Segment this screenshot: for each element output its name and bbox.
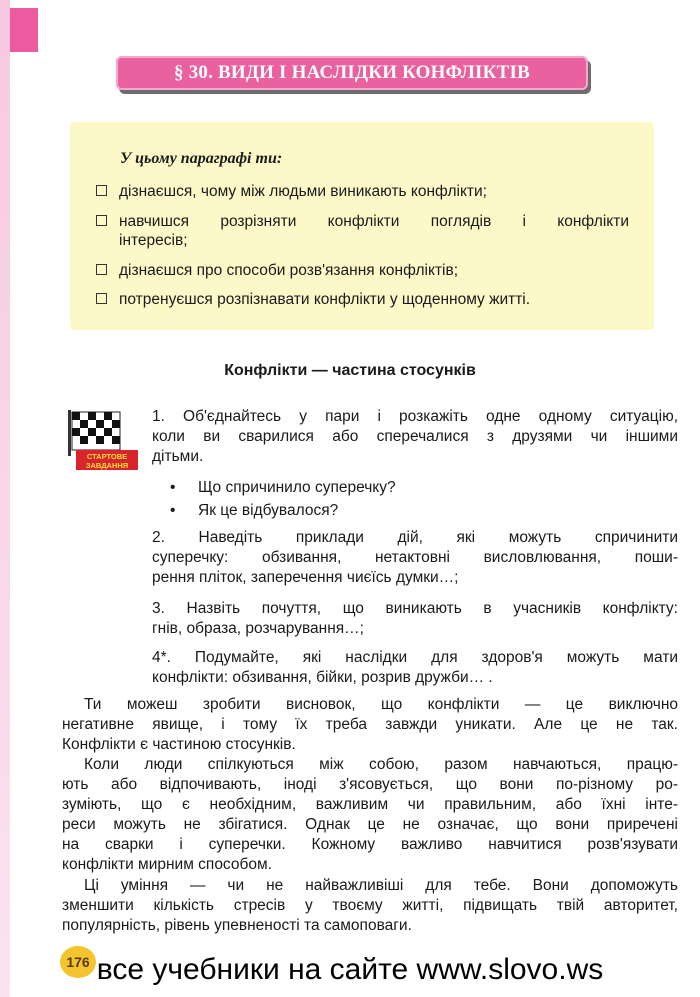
checkbox-square-icon bbox=[96, 215, 107, 226]
task-2: 2. Наведіть приклади дій, які можуть спричинити суперечку: обзивання, нетактовні висловлювання, поши- рення пліток, заперечення чиєїсь думки…; bbox=[152, 529, 678, 586]
footer-watermark-text: все учебники на сайте www.slovo.ws bbox=[96, 953, 604, 986]
body-paragraph-2: Коли люди спілкуються між собою, разом навчаються, працю- ють або відпочивають, іноді з'ясовується, що вони по-різному ро- зуміють, що є необхідним, важливим чи правильним, або їхні інте- реси можуть не збігатися. Однак це не означає, що вони приречені на сварки і суперечки. Кожному важливо навчитися розв'язувати конфлікти мирним способом. bbox=[62, 756, 678, 873]
chapter-tab bbox=[10, 8, 38, 52]
page-edge-stripe bbox=[0, 0, 10, 997]
goal-text: інтересів; bbox=[119, 232, 188, 249]
task-1: 1. Об'єднайтесь у пари і розкажіть одне одному ситуацію, коли ви сварилися або сперечалися з друзями чи іншими дітьми. bbox=[152, 408, 678, 465]
body-paragraph-1: Ти можеш зробити висновок, що конфлікти — це виключно негативне явище, і тому їх треба завжди уникати. Але це не так. Конфлікти є частиною стосунків. bbox=[62, 696, 678, 753]
checkbox-square-icon bbox=[96, 293, 107, 304]
body-paragraph-3: Ці уміння — чи не найважливіші для тебе. Вони допоможуть зменшити кількість стресів у твоєму житті, підвищать твій авторитет, популярність, рівень упевненості та самоповаги. bbox=[62, 877, 678, 934]
section-heading: Конфлікти — частина стосунків bbox=[224, 362, 476, 379]
icon-label-line2: ЗАВДАННЯ bbox=[85, 461, 129, 470]
checkbox-square-icon bbox=[96, 185, 107, 196]
start-task-flag-icon bbox=[62, 410, 138, 472]
checkbox-square-icon bbox=[96, 264, 107, 275]
icon-label-line1: СТАРТОВЕ bbox=[86, 452, 128, 461]
paragraph-title-band bbox=[116, 56, 588, 90]
task-4: 4*. Подумайте, які наслідки для здоров'я можуть мати конфлікти: обзивання, бійки, розрив дружби… . bbox=[152, 649, 678, 686]
paragraph-title: § 30. ВИДИ І НАСЛІДКИ КОНФЛІКТІВ bbox=[174, 62, 530, 83]
goal-text: потренуєшся розпізнавати конфлікти у щоденному житті. bbox=[119, 291, 531, 308]
goal-text: дізнаєшся, чому між людьми виникають конфлікти; bbox=[119, 183, 487, 200]
goal-text: дізнаєшся про способи розв'язання конфліктів; bbox=[119, 262, 459, 279]
goals-heading: У цьому параграфі ти: bbox=[120, 150, 283, 167]
task-3: 3. Назвіть почуття, що виникають в учасників конфлікту: гнів, образа, розчарування…; bbox=[152, 600, 678, 637]
page-number: 176 bbox=[60, 946, 96, 978]
goal-text: навчишся розрізняти конфлікти поглядів і конфлікти bbox=[119, 213, 629, 230]
bullet-dot-icon: • bbox=[170, 479, 176, 496]
bullet-dot-icon: • bbox=[170, 502, 176, 519]
